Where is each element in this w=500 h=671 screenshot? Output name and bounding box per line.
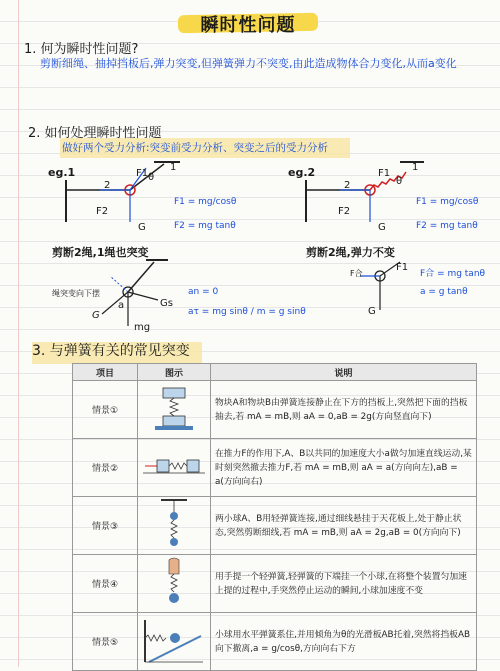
scenario3-figure <box>139 498 209 550</box>
eg2-n-label: 2 <box>344 180 351 191</box>
eg1-m-label: 1 <box>170 162 177 173</box>
spring-4 <box>171 574 177 592</box>
eg2-theta-label: θ <box>396 176 403 187</box>
margin-line <box>18 0 19 667</box>
eg1-res1: an = 0 <box>188 287 219 297</box>
table-row <box>73 381 477 439</box>
ball-b3 <box>170 538 178 546</box>
eg1-side-note: 绳突变向下摆 <box>52 289 100 298</box>
table-row <box>73 555 477 613</box>
plate <box>155 426 193 430</box>
spring-3 <box>171 520 177 538</box>
scenario-5: 情景⑤ <box>73 613 138 671</box>
table-row <box>73 439 477 497</box>
header-description: 说明 <box>211 364 477 381</box>
scenario-4: 情景④ <box>73 555 138 613</box>
title-block <box>178 8 318 34</box>
block-b2 <box>187 460 199 472</box>
eg2-m-label: 1 <box>412 162 419 173</box>
description-4: 用手提一个轻弹簧,轻弹簧的下端挂一个小球,在将整个装置匀加速上提的过程中,手突然停止运动的瞬间,小球加速度不变 <box>211 555 477 613</box>
scenario-1: 情景① <box>73 381 138 439</box>
description-3: 两小球A、B用轻弹簧连接,通过细线悬挂于天花板上,处于静止状态,突然剪断细线,若 mA = mB,则 aA = 2g,aB = 0(方向向下) <box>211 497 477 555</box>
page-title: 瞬时性问题 <box>200 15 296 36</box>
eg2-f1-label: F1 <box>378 168 391 179</box>
scenario-3: 情景③ <box>73 497 138 555</box>
spring-1 <box>170 398 178 416</box>
spring-5 <box>145 635 166 641</box>
table-header-row <box>73 364 477 381</box>
block-a <box>163 388 185 398</box>
spring-2 <box>169 463 187 469</box>
description-1: 物块A和物块B由弹簧连接静止在下方的挡板上,突然把下面的挡板抽去,若 mA = mB,则 aA = 0,aB = 2g(方向竖直向下) <box>211 381 477 439</box>
eg2-res2: a = g tanθ <box>420 287 468 297</box>
spring-cases-table <box>72 363 477 671</box>
eg1-after-a-label: a <box>118 300 125 311</box>
section2-subtitle: 做好两个受力分析:突变前受力分析、突变之后的受力分析 <box>62 142 329 154</box>
eg2-g-label: G <box>378 222 386 233</box>
section2-heading: 2. 如何处理瞬时性问题 <box>28 126 162 141</box>
eg2-res1: F合 = mg tanθ <box>420 269 486 279</box>
figure-1 <box>138 381 211 439</box>
ball-5 <box>170 633 180 643</box>
eg2-after-f1-label: F1 <box>396 262 409 273</box>
eg2-after-f-label: F合 <box>350 269 363 278</box>
eg1-res2: aτ = mg sinθ / m = g sinθ <box>188 307 306 317</box>
scenario4-figure <box>139 556 209 608</box>
description-2: 在推力F的作用下,A、B以共同的加速度大小a做匀加速直线运动,某时刻突然撤去推力F,若 mA = mB,则 aA = a(方向向左),aB = a(方向向右) <box>211 439 477 497</box>
scenario5-figure <box>139 614 209 666</box>
eg1-after-rope <box>128 262 154 292</box>
eg1-after-g-label: G <box>92 310 100 321</box>
eg1-eq2: F2 = mg tanθ <box>174 221 236 231</box>
scenario2-figure <box>139 440 209 492</box>
ball-4 <box>169 593 179 603</box>
section1-body: 剪断细绳、抽掉挡板后,弹力突变,但弹簧弹力不突变,由此造成物体合力变化,从而a变化 <box>40 57 457 70</box>
figure-3 <box>138 497 211 555</box>
eg1-after-diagram <box>88 258 178 334</box>
eg2-f2-label: F2 <box>338 206 351 217</box>
scenario-2: 情景② <box>73 439 138 497</box>
eg1-g-label: G <box>138 222 146 233</box>
eg1-cut-caption: 剪断2绳,1绳也突变 <box>52 246 149 259</box>
figure-5 <box>138 613 211 671</box>
eg1-theta-label: θ <box>148 172 155 183</box>
section1-heading: 1. 何为瞬时性问题? <box>24 42 139 57</box>
ball-a3 <box>170 512 178 520</box>
eg1-f2-label: F2 <box>96 206 109 217</box>
header-item: 项目 <box>73 364 138 381</box>
eg1-label: eg.1 <box>48 166 76 179</box>
eg1-n-label: 2 <box>104 180 111 191</box>
hand <box>169 558 179 574</box>
description-5: 小球用水平弹簧系住,并用倾角为θ的光滑板AB托着,突然将挡板AB向下撤离,a = g/cosθ,方向向右下方 <box>211 613 477 671</box>
eg2-cut-caption: 剪断2绳,弹力不变 <box>306 246 395 259</box>
block-a2 <box>157 460 169 472</box>
eg1-after-a-arrow <box>110 276 128 292</box>
eg2-eq1: F1 = mg/cosθ <box>416 197 479 207</box>
figure-4 <box>138 555 211 613</box>
eg2-label: eg.2 <box>288 166 316 179</box>
table-row <box>73 497 477 555</box>
eg1-f1-label: F1 <box>136 168 149 179</box>
eg1-eq1: F1 = mg/cosθ <box>174 197 237 207</box>
eg1-after-mg-label: mg <box>134 322 151 333</box>
eg2-eq2: F2 = mg tanθ <box>416 221 478 231</box>
eg1-after-gs-label: Gs <box>160 298 173 309</box>
eg2-after-g-label: G <box>368 306 376 317</box>
block-b <box>163 416 185 426</box>
section3-heading: 3. 与弹簧有关的常见突变 <box>32 343 190 359</box>
header-figure: 图示 <box>138 364 211 381</box>
eg1-after-gs-arrow <box>128 292 158 300</box>
table-row <box>73 613 477 671</box>
scenario1-figure <box>139 382 209 434</box>
figure-2 <box>138 439 211 497</box>
